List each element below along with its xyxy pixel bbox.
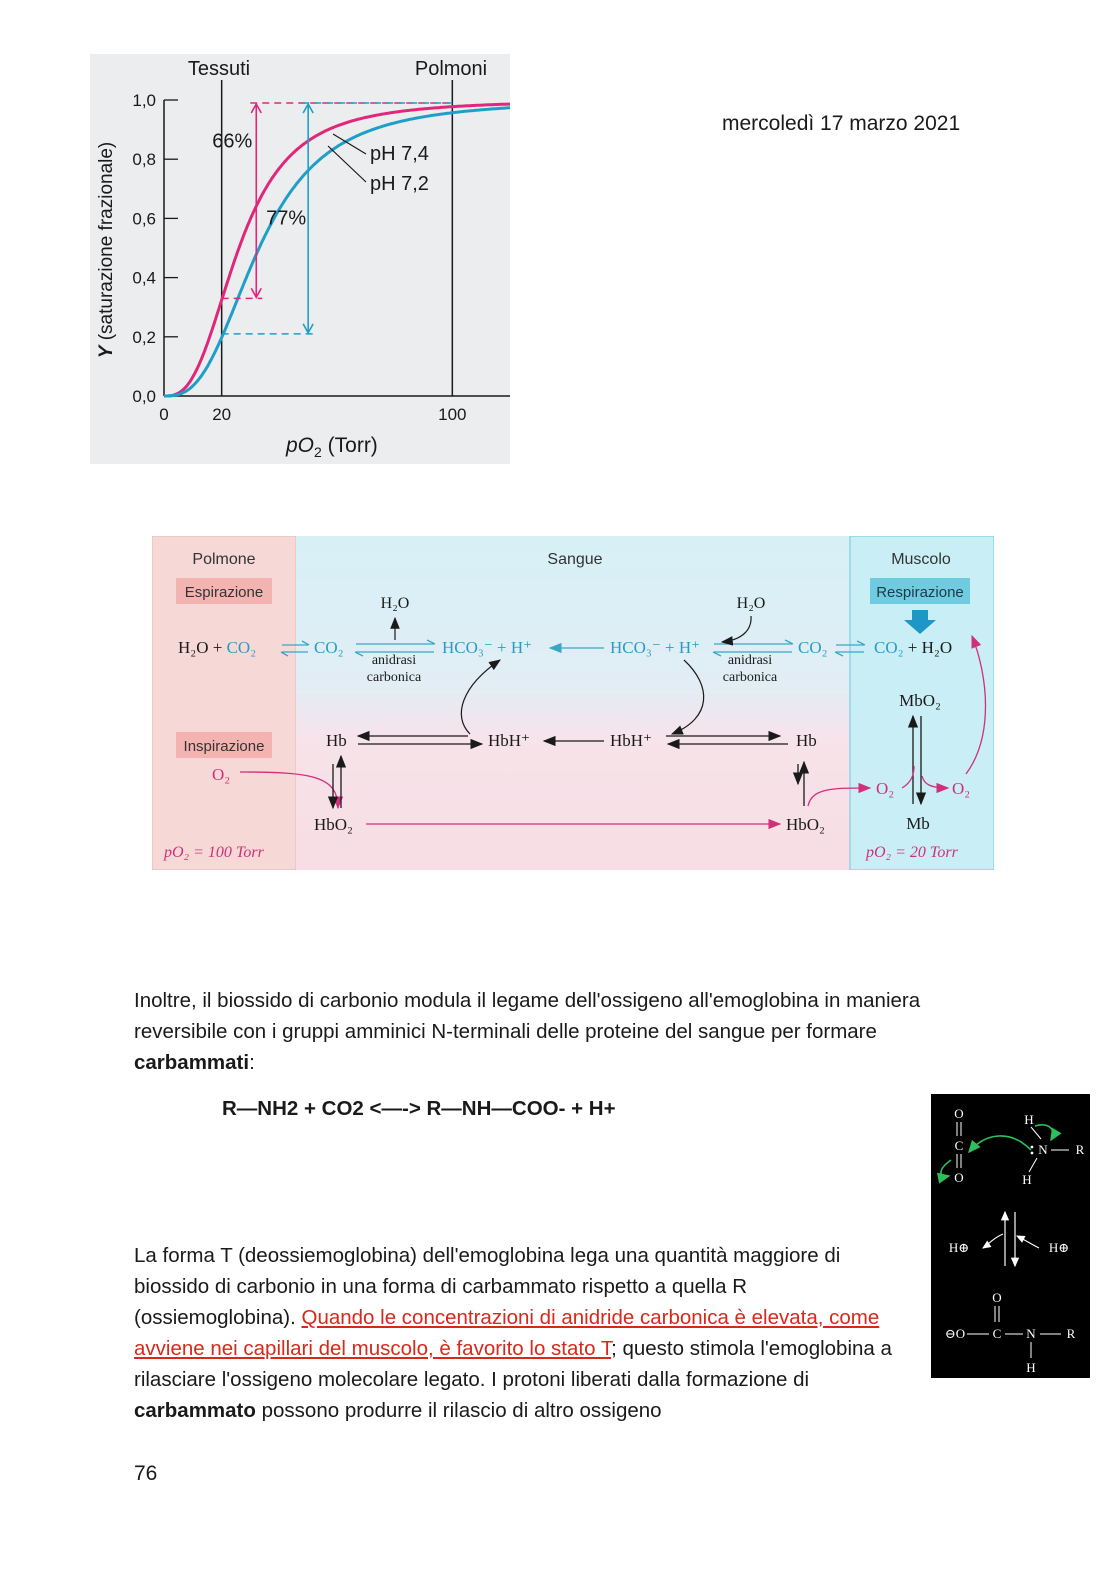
right-eq-plus: + xyxy=(903,638,922,657)
po2-lung: pO₂ = 100 Torr xyxy=(164,844,264,861)
h-plus-right: H⊕ xyxy=(1048,1240,1070,1255)
carbamate-svg xyxy=(931,1094,1090,1378)
right-equation xyxy=(874,638,952,657)
bohr-diagram-svg xyxy=(152,536,994,870)
series-label-leader-2 xyxy=(328,146,366,182)
series-label-ph72: pH 7,2 xyxy=(370,173,429,195)
label-polmoni: Polmoni xyxy=(414,58,488,80)
y-axis-label-var: Y xyxy=(96,345,117,359)
enzyme-left-line2: carbonica xyxy=(366,670,422,685)
o2-inspired: O₂ xyxy=(212,765,231,784)
x-tick-label: 100 xyxy=(438,405,467,424)
date-label: mercoledì 17 marzo 2021 xyxy=(722,112,961,135)
carbamate-n: N xyxy=(1026,1326,1036,1341)
series-label-ph74: pH 7,4 xyxy=(370,143,429,165)
co2-blood-right: CO₂ xyxy=(798,638,828,657)
co2-o-bottom: O xyxy=(954,1170,964,1185)
y-tick-label: 0,2 xyxy=(132,327,156,347)
amine-h-bottom: H xyxy=(1022,1172,1032,1187)
x-tick-label: 20 xyxy=(212,405,232,424)
label-tessuti: Tessuti xyxy=(187,58,251,80)
hb-left: Hb xyxy=(326,731,347,750)
carbamate-c: C xyxy=(992,1326,1002,1341)
series-label-leader-1 xyxy=(333,134,366,154)
enzyme-right-line2: carbonica xyxy=(722,670,778,685)
mbo2-label: MbO₂ xyxy=(899,691,941,710)
saturation-chart-svg xyxy=(90,54,510,464)
mb-label: Mb xyxy=(906,814,930,833)
para2-part2: ; questo stimola l'emoglobina a rilasciare l'ossigeno molecolare legato. I protoni liberati dalla formazione di xyxy=(134,1337,892,1391)
co2-o-top: O xyxy=(954,1106,964,1121)
x-tick-label: 0 xyxy=(159,405,169,424)
paragraph-carbamates-intro xyxy=(134,985,934,1078)
respiration-label: Respirazione xyxy=(876,584,964,601)
x-axis-label-main: pO xyxy=(286,434,315,457)
hbo2-right: HbO₂ xyxy=(786,815,825,834)
h2o-top-right: H₂O xyxy=(736,595,766,612)
electron-shift-arrow xyxy=(941,1160,951,1176)
proton-in-arrow xyxy=(1017,1236,1039,1248)
y-tick-label: 0,4 xyxy=(132,268,156,288)
page-number: 76 xyxy=(134,1462,158,1485)
co2-blood-left: CO₂ xyxy=(314,638,344,657)
hb-right: Hb xyxy=(796,731,817,750)
y-tick-label: 0,8 xyxy=(132,150,156,170)
para1-text: Inoltre, il biossido di carbonio modula il legame dell'ossigeno all'emoglobina in maniera reversibile con i gruppi amminici N-terminali delle proteine del sangue per formare xyxy=(134,989,921,1043)
hco3-right: HCO₃⁻ + H⁺ xyxy=(610,638,701,657)
region-title-sangue: Sangue xyxy=(547,551,603,568)
percentage-label-1: 77% xyxy=(266,207,307,230)
h2o-top-left: H₂O xyxy=(380,595,410,612)
hbh-left: HbH⁺ xyxy=(488,731,531,750)
amine-h-top: H xyxy=(1024,1112,1034,1127)
left-eq-co2: CO₂ xyxy=(226,638,257,657)
x-axis-label xyxy=(285,434,378,460)
nucleophilic-attack-arrow xyxy=(969,1136,1031,1152)
y-tick-label: 1,0 xyxy=(132,91,156,110)
o2-muscle-left: O₂ xyxy=(876,779,895,798)
para2-highlight: Quando le concentrazioni di anidride carbonica è elevata, come avviene nei capillari del muscolo, è favorito lo stato T xyxy=(134,1306,880,1360)
inspiration-label: Inspirazione xyxy=(183,738,265,755)
para2-part3: possono produrre il rilascio di altro ossigeno xyxy=(255,1399,662,1422)
carbamate-equation: R—NH2 + CO2 <—-> R—NH—COO- + H+ xyxy=(222,1097,616,1120)
left-equation xyxy=(178,638,256,657)
right-eq-h2o: H₂O xyxy=(921,638,953,657)
right-eq-co2: CO₂ xyxy=(874,638,904,657)
y-tick-label: 0,0 xyxy=(132,387,156,406)
y-axis-label xyxy=(96,142,117,359)
region-title-polmone: Polmone xyxy=(192,551,256,568)
po2-muscle: pO₂ = 20 Torr xyxy=(866,844,958,861)
o2-muscle-right: O₂ xyxy=(952,779,971,798)
left-eq-h2o: H₂O xyxy=(178,638,209,657)
expiration-label: Espirazione xyxy=(184,584,264,601)
amine-r: R xyxy=(1075,1142,1085,1157)
co2-c: C xyxy=(954,1138,964,1153)
para1-bold: carbammati xyxy=(134,1051,250,1074)
paragraph-t-state xyxy=(134,1240,914,1426)
x-axis-label-sub: 2 xyxy=(314,444,322,460)
y-axis-label-rest: (saturazione frazionale) xyxy=(96,141,117,346)
y-tick-label: 0,6 xyxy=(132,209,156,229)
region-title-muscolo: Muscolo xyxy=(891,551,951,568)
amine-n: N xyxy=(1038,1142,1048,1157)
x-axis-label-rest: (Torr) xyxy=(321,434,378,457)
saturation-chart xyxy=(90,54,510,464)
hco3-left: HCO₃⁻ + H⁺ xyxy=(442,638,533,657)
carbamate-r: R xyxy=(1066,1326,1076,1341)
bohr-effect-diagram xyxy=(152,536,994,870)
enzyme-right-line1: anidrasi xyxy=(727,653,773,668)
region-sangue xyxy=(296,536,850,870)
enzyme-left-line1: anidrasi xyxy=(371,653,417,668)
carbamate-o-minus: ⊖O xyxy=(944,1326,966,1341)
hbh-right: HbH⁺ xyxy=(610,731,653,750)
proton-out-arrow xyxy=(983,1234,1003,1248)
percentage-label-0: 66% xyxy=(212,130,253,153)
h-plus-left: H⊕ xyxy=(948,1240,970,1255)
para2-bold: carbammato xyxy=(134,1399,256,1422)
para2-part1: La forma T (deossiemoglobina) dell'emoglobina lega una quantità maggiore di biossido di carbonio in una forma di carbammato rispetto a quella R (ossiemoglobina). xyxy=(134,1244,841,1329)
carbamate-o-top: O xyxy=(992,1290,1002,1305)
para1-end: : xyxy=(249,1051,255,1074)
carbamate-mechanism-figure xyxy=(931,1094,1090,1378)
left-eq-plus: + xyxy=(208,638,227,657)
proton-loss-arrow xyxy=(1035,1125,1053,1140)
carbamate-h: H xyxy=(1026,1360,1036,1375)
hbo2-left: HbO₂ xyxy=(314,815,353,834)
